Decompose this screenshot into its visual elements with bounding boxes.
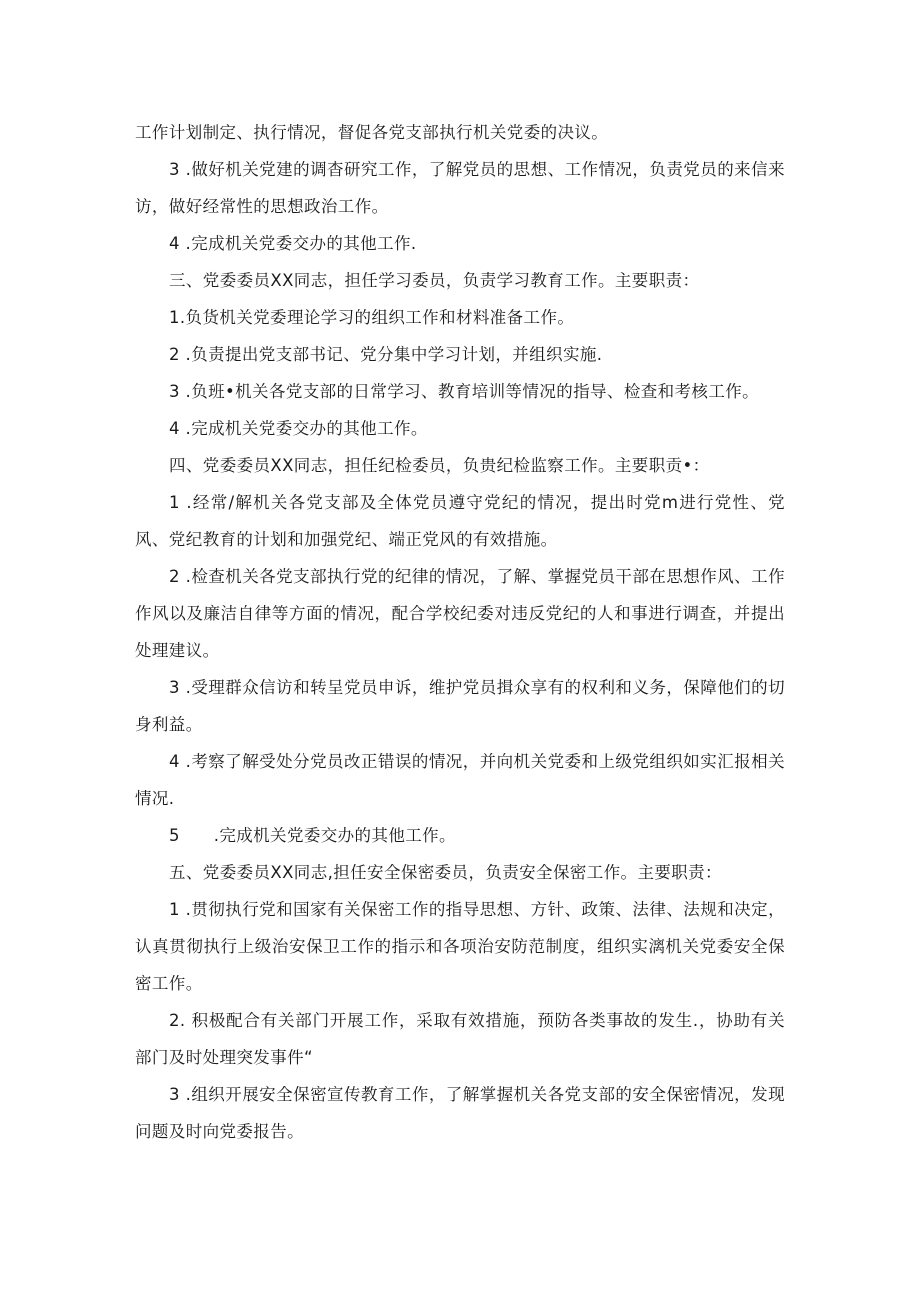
paragraph: 1.负货机关党委理论学习的组织工作和材料准备工作。 [169,308,575,327]
paragraph: 3 .组织开展安全保密宣传教育工作，了解掌握机关各党支部的安全保密情况，发现问题及时向党委报告。 [135,1085,785,1141]
paragraph: 3 .做好机关党建的调杳研究工作，了解党员的思想、工作情况，负责党员的来信来访，做好经常性的思想政治工作。 [135,160,785,216]
paragraph: 3 .受理群众信访和转呈党员申诉，维护党员揖众享有的权利和义务，保障他们的切身利益。 [135,678,785,734]
section-heading: 三、党委委员XX同志，担任学习委员，负责学习教育工作。主要职责： [169,271,700,290]
paragraph: 2 .检查机关各党支部执行党的纪律的情况，了解、掌握党员干部在思想作风、工作作风以及廉洁自律等方面的情况，配合学校纪委对违反党纪的人和事进行调查，并提出处理建议。 [135,567,785,660]
paragraph: 1 .经常/解机关各党支部及全体党员遵守党纪的情况，提出时党m进行党性、党风、党纪教育的计划和加强党纪、端正党风的有效措施。 [135,493,785,549]
paragraph: 2. 积极配合有关部门开展工作，采取有效措施，预防各类事故的发生.，协助有关部门及时处理突发事件“ [135,1011,785,1067]
paragraph: 1 .贯彻执行党和国家有关保密工作的指导思想、方针、政策、法律、法规和决定，认真贯彻执行上级治安保卫工作的指示和各项治安防范制度，组织实漓机关党委安全保密工作。 [135,900,785,993]
paragraph: 4 .完成机关党委交办的其他工作。 [169,419,428,438]
paragraph: 4 .完成机关党委交办的其他工作. [169,234,417,253]
section-heading: 四、党委委员XX同志，担任纪检委员，负贵纪检监察工作。主要职贡•： [169,456,710,475]
paragraph: 4 .考察了解受处分党员改正错误的情况，并向机关党委和上级党组织如实汇报相关情况. [135,752,785,808]
document-body [135,114,785,1150]
paragraph: 2 .负责提出党支部书记、党分集中学习计划，并组织实施. [169,345,603,364]
paragraph: 工作计划制定、执行情况，督促各党支部执行机关党委的决议。 [135,123,609,142]
section-heading: 五、党委委员XX同志,担任安全保密委员，负责安全保密工作。主要职责： [169,863,722,882]
paragraph: 3 .负班•机关各党支部的日常学习、教育培训等情况的指导、检查和考核工作。 [169,382,760,401]
paragraph: 5 .完成机关党委交办的其他工作。 [169,826,456,845]
